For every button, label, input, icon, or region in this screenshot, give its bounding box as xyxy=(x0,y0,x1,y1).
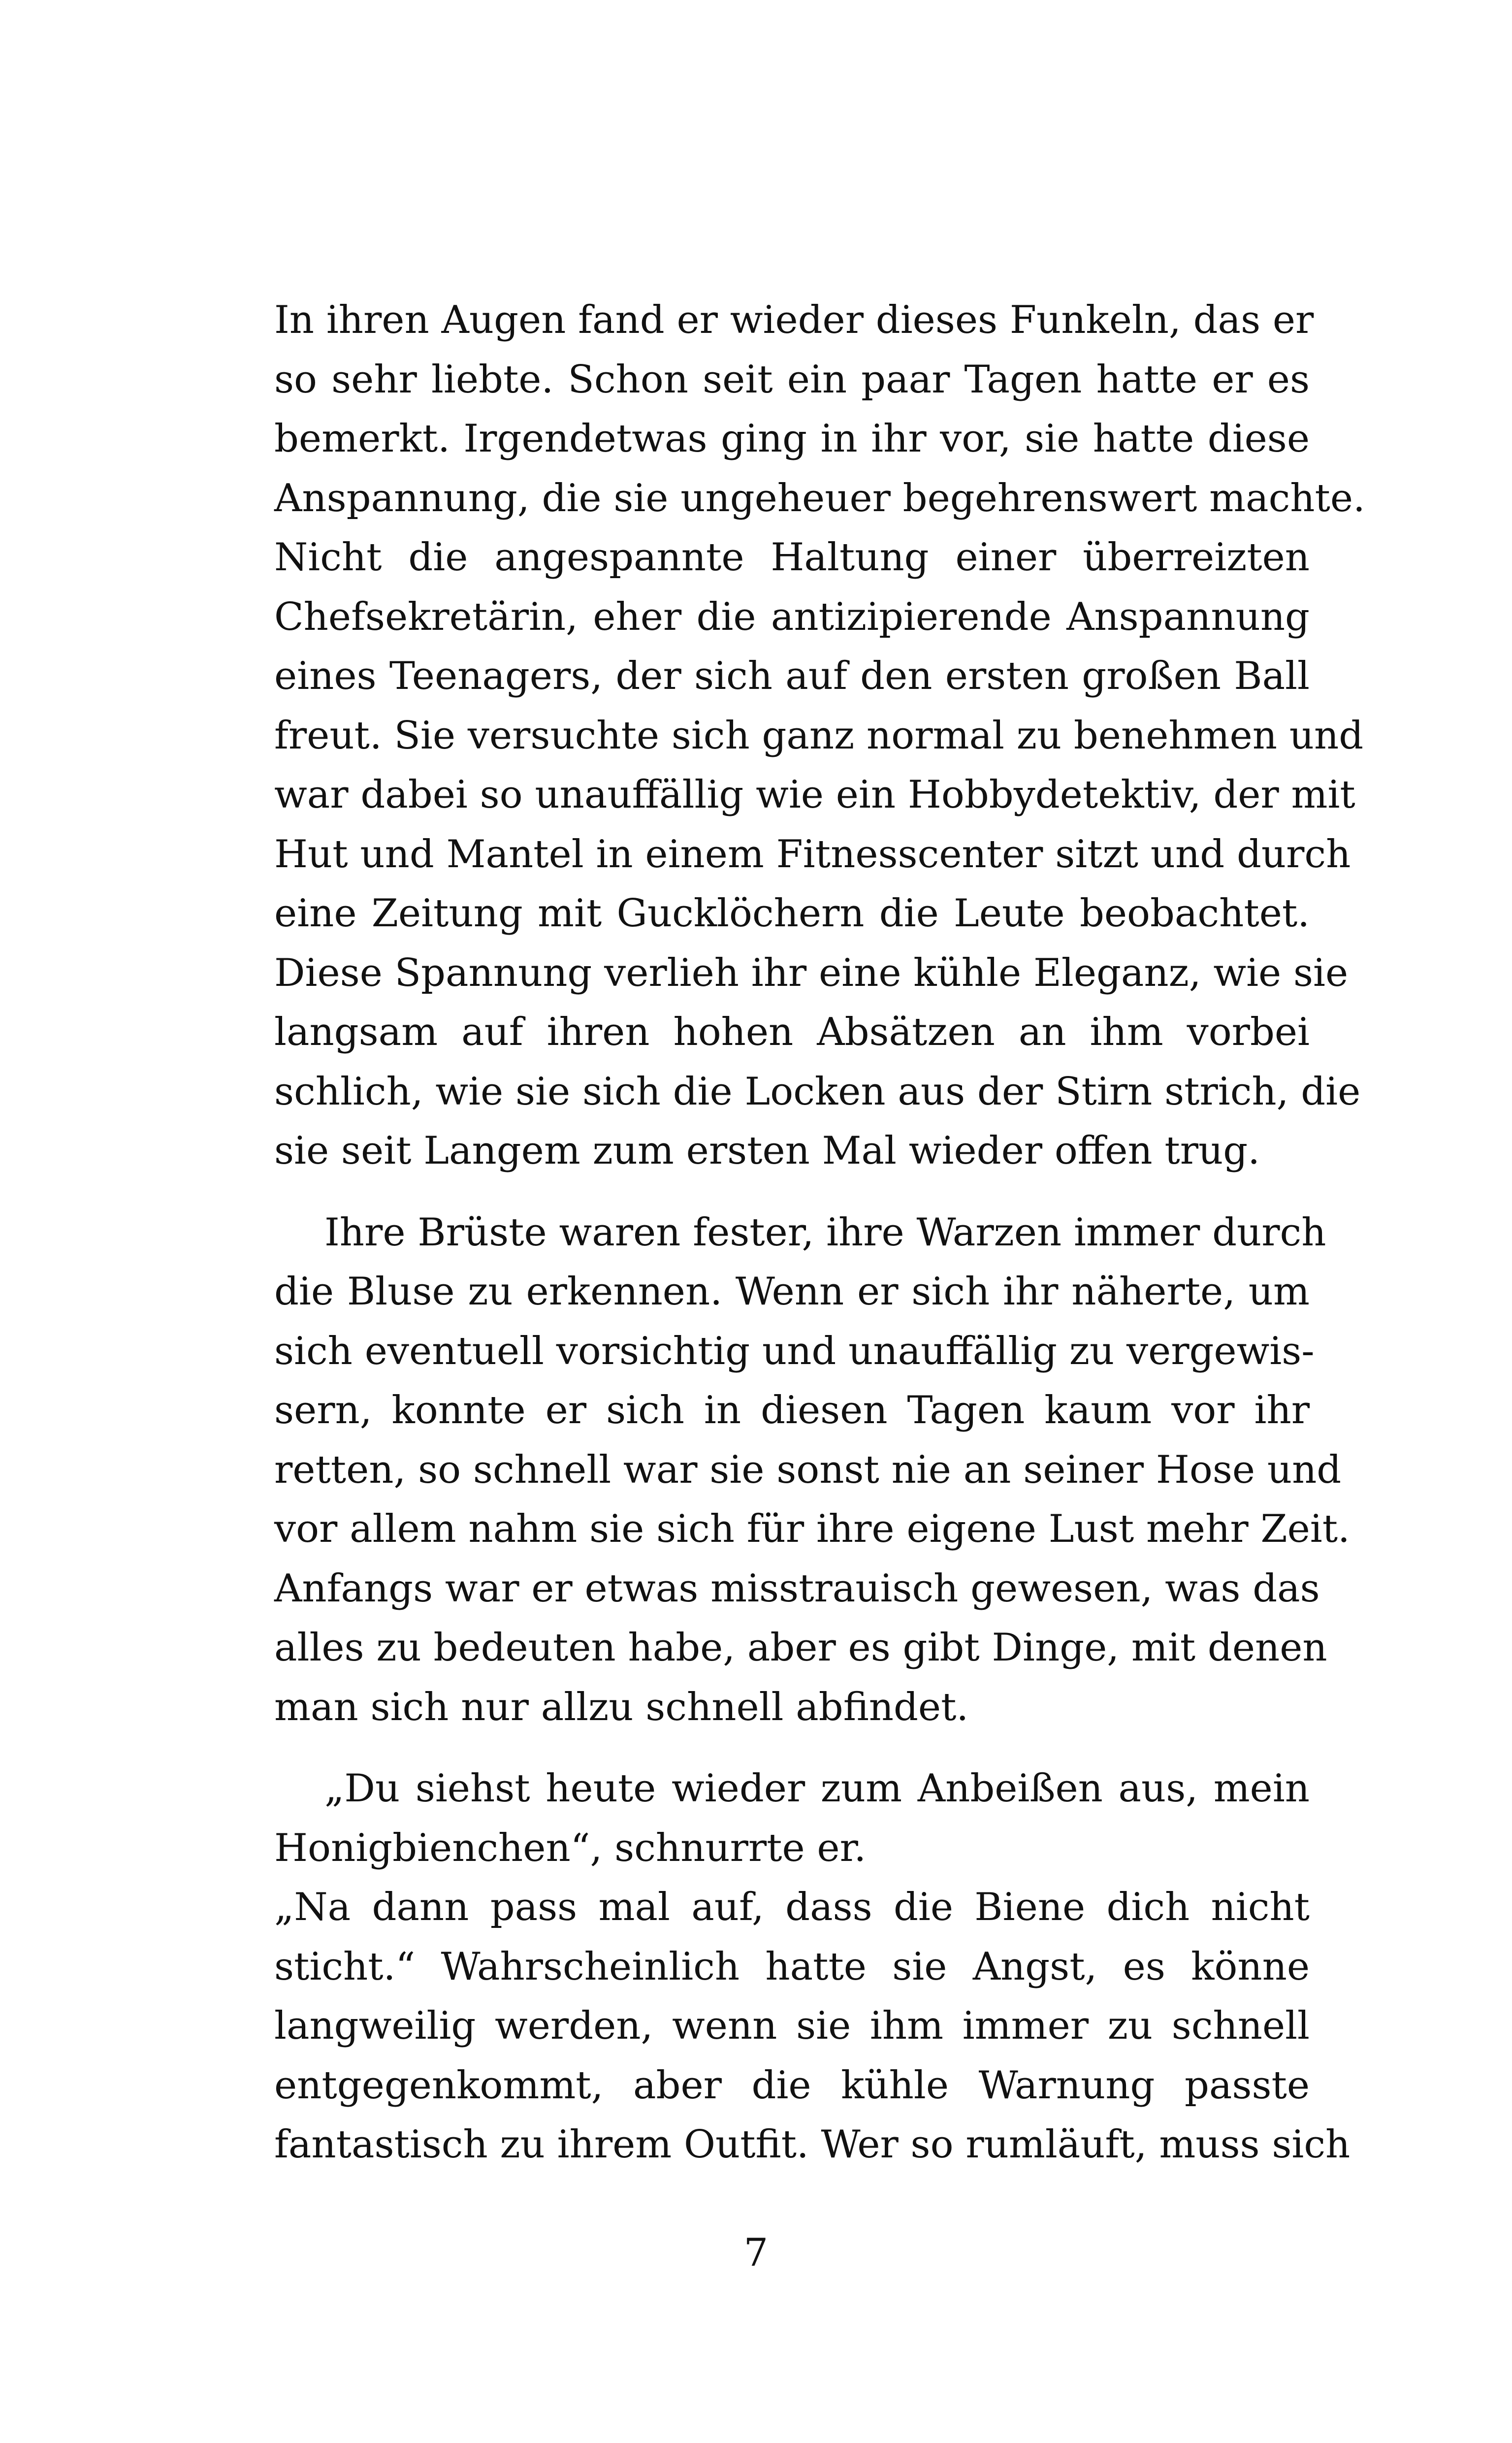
text-line: retten, so schnell war sie sonst nie an seiner Hose und xyxy=(274,1447,1342,1492)
text-line: „Na dann pass mal auf, dass die Biene dich nicht xyxy=(274,1885,1310,1929)
text-line: fantastisch zu ihrem Outfit. Wer so rumläuft, muss sich xyxy=(274,2122,1351,2167)
text-line: eines Teenagers, der sich auf den ersten großen Ball xyxy=(274,654,1310,698)
text-line: schlich, wie sie sich die Locken aus der Stirn strich, die xyxy=(274,1069,1361,1114)
paragraph-gap xyxy=(274,1181,1310,1203)
text-line: Diese Spannung verlieh ihr eine kühle Eleganz, wie sie xyxy=(274,950,1349,995)
text-line: „Du siehst heute wieder zum Anbeißen aus, mein xyxy=(324,1766,1310,1811)
text-line: entgegenkommt, aber die kühle Warnung passte xyxy=(274,2063,1310,2108)
text-line: war dabei so unauffällig wie ein Hobbydetektiv, der mit xyxy=(274,773,1355,817)
paragraph xyxy=(274,1878,1351,2175)
text-line: Anfangs war er etwas misstrauisch gewesen, was das xyxy=(274,1566,1320,1611)
text-line: so sehr liebte. Schon seit ein paar Tagen hatte er es xyxy=(274,357,1310,402)
text-line: sich eventuell vorsichtig und unauffällig zu vergewis- xyxy=(274,1329,1315,1373)
text-line: vor allem nahm sie sich für ihre eigene Lust mehr Zeit. xyxy=(274,1507,1350,1551)
text-line: sticht.“ Wahrscheinlich hatte sie Angst, es könne xyxy=(274,1944,1310,1989)
text-line: Anspannung, die sie ungeheuer begehrenswert machte. xyxy=(274,476,1365,521)
text-line: Ihre Brüste waren fester, ihre Warzen immer durch xyxy=(324,1210,1326,1255)
text-line: die Bluse zu erkennen. Wenn er sich ihr näherte, um xyxy=(274,1270,1310,1314)
text-line: eine Zeitung mit Gucklöchern die Leute beobachtet. xyxy=(274,891,1310,936)
paragraph xyxy=(274,1759,1310,1878)
text-line: sern, konnte er sich in diesen Tagen kaum vor ihr xyxy=(274,1388,1310,1433)
text-line: sie seit Langem zum ersten Mal wieder offen trug. xyxy=(274,1129,1260,1173)
text-line: alles zu bedeuten habe, aber es gibt Dinge, mit denen xyxy=(274,1626,1327,1670)
text-line: bemerkt. Irgendetwas ging in ihr vor, sie hatte diese xyxy=(274,417,1310,461)
paragraph-gap xyxy=(274,1737,1310,1759)
text-line: Hut und Mantel in einem Fitnesscenter sitzt und durch xyxy=(274,832,1351,877)
text-line: man sich nur allzu schnell abfindet. xyxy=(274,1685,969,1729)
text-line: langsam auf ihren hohen Absätzen an ihm vorbei xyxy=(274,1010,1310,1054)
paragraph xyxy=(274,1203,1350,1737)
body-text xyxy=(274,291,1365,2175)
paragraph xyxy=(274,291,1365,1181)
text-line: freut. Sie versuchte sich ganz normal zu benehmen und xyxy=(274,713,1364,758)
text-line: langweilig werden, wenn sie ihm immer zu schnell xyxy=(274,2004,1310,2048)
page-number: 7 xyxy=(743,2231,769,2275)
text-line: Honigbienchen“, schnurrte er. xyxy=(274,1825,867,1870)
text-line: Nicht die angespannte Haltung einer überreizten xyxy=(274,535,1310,580)
text-line: In ihren Augen fand er wieder dieses Funkeln, das er xyxy=(274,298,1314,342)
text-line: Chefsekretärin, eher die antizipierende Anspannung xyxy=(274,594,1310,639)
